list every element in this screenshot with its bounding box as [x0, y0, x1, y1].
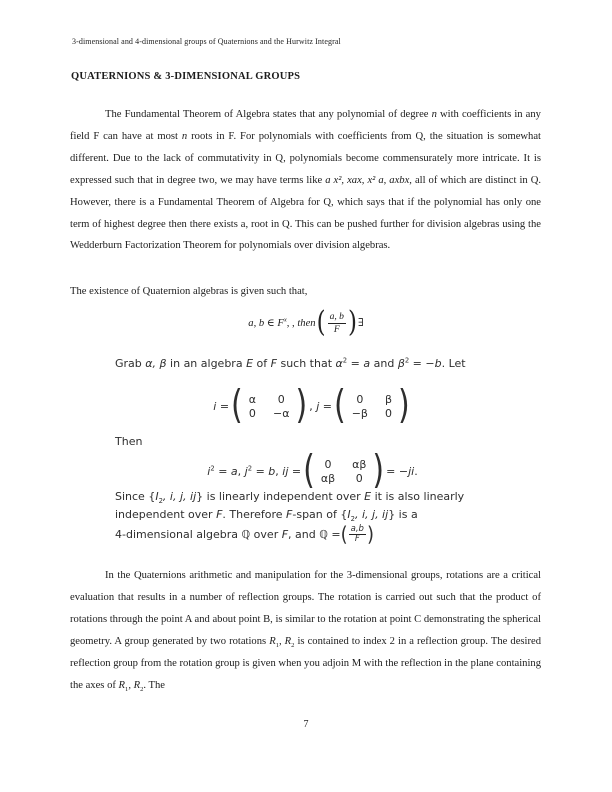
fraction-ab-over-F [328, 311, 346, 334]
text-segment: The Fundamental Theorem of Algebra states that any polynomial of degree [105, 109, 432, 120]
text-segment: α [335, 357, 343, 370]
open-paren: ( [231, 382, 243, 429]
matrix-cell: αβ [352, 457, 367, 471]
matrix-cell: β [384, 392, 392, 406]
text-segment: , [275, 464, 283, 478]
fraction-denominator: F [354, 534, 360, 545]
fraction-ab-over-F-small [349, 525, 366, 545]
text-segment: R [118, 679, 126, 691]
formula-quaternion-existence [0, 303, 612, 343]
text-segment: = [214, 464, 231, 478]
text-segment: i [207, 464, 211, 478]
derivation-line-grab [115, 357, 466, 370]
matrix-cell: α [248, 392, 257, 406]
paragraph-existence-intro: The existence of Quaternion algebras is given such that, [70, 286, 308, 297]
page-number: 7 [303, 719, 309, 730]
text-segment: . [414, 464, 418, 478]
open-paren: ( [303, 447, 315, 494]
formula-lhs [248, 317, 315, 329]
close-paren: ) [398, 382, 410, 429]
text-segment: a x², xax, x² a, axbx [325, 174, 410, 186]
open-paren: ( [334, 382, 346, 429]
eq1-mid [309, 400, 332, 413]
text-segment: = [319, 399, 332, 413]
text-segment: x [283, 316, 287, 324]
section-heading: QUATERNIONS & 3-DIMENSIONAL GROUPS [71, 71, 301, 82]
matrix-j-grid [346, 393, 398, 420]
text-segment: a, b [248, 318, 265, 329]
close-paren: ) [366, 522, 374, 547]
text-segment: = [216, 399, 230, 413]
text-segment: 2 [342, 356, 348, 365]
matrix-cell: αβ [320, 471, 336, 485]
text-segment: F [277, 318, 284, 329]
text-segment: b [268, 464, 276, 478]
matrix-cell: 0 [248, 406, 256, 420]
eq2-lhs [207, 465, 301, 478]
text-segment: } is linearly independent over [196, 490, 365, 503]
matrix-cell: −β [351, 406, 368, 420]
paragraph-rotations [70, 565, 541, 696]
text-segment: , R [278, 635, 292, 647]
text-segment: i [213, 399, 217, 413]
text-segment: , and ℚ = [288, 528, 341, 542]
math-derivation-block [115, 357, 510, 557]
open-paren: ( [316, 306, 326, 339]
text-segment: 2 [404, 356, 410, 365]
text-segment: Grab [115, 357, 146, 370]
close-paren: ) [295, 382, 308, 429]
text-segment: it is also linearly [371, 490, 465, 503]
eq2-rhs [386, 465, 418, 478]
text-segment: = [288, 464, 302, 478]
matrix-j [334, 382, 410, 429]
matrix-i [231, 382, 308, 429]
text-segment: , [237, 464, 245, 478]
text-segment: F [270, 357, 277, 370]
text-segment: a [363, 357, 371, 370]
text-segment: 2 [247, 463, 253, 472]
text-segment: 2 [210, 463, 215, 472]
text-segment: = − [409, 357, 435, 370]
text-segment: In the Quaternions arithmetic and manipulation for the 3-dimensional groups, rotations are a critical evaluation that results in a number of reflection groups. The rotation is carried out such that the product of rotations through the point A and about point B, is similar to the rotation at point C demonstrating the spherical geometry. A group generated by two rotations [70, 570, 541, 647]
text-segment: 2 [140, 685, 144, 693]
text-segment: is contained to index 2 in a reflection group. The desired reflection group from the rotation group is given when you adjoin M with the reflection in the plane containing the axes of [70, 635, 541, 691]
equation-squares [115, 448, 510, 494]
text-segment: roots in F. For polynomials with coefficients from Q, the situation is somewhat different. Due to the lack of commutativity in Q, polynomials become commensurately more intricate. It is expressed such that in degree two, we may have terms like [70, 130, 541, 186]
fraction-numerator: a,b [350, 524, 364, 534]
text-segment: Since { [115, 490, 156, 503]
text-segment: and [370, 357, 398, 370]
text-segment: } is a [388, 507, 418, 521]
text-segment: of [253, 357, 271, 370]
text-segment: ∈ [264, 318, 278, 329]
text-segment: , i, j, ij [162, 490, 197, 503]
text-segment: . Let [441, 357, 466, 370]
derivation-line-since-1 [115, 490, 465, 506]
text-segment: j [244, 464, 248, 478]
matrix-ij [303, 447, 385, 494]
exists-symbol: ∃ [357, 318, 364, 329]
text-segment: = [347, 357, 364, 370]
derivation-line-since-3 [115, 522, 374, 547]
matrix-cell: 0 [324, 457, 332, 471]
text-segment: β [397, 357, 405, 370]
text-segment: 1 [125, 685, 129, 693]
text-segment: in an algebra [166, 357, 247, 370]
text-segment: a [230, 464, 238, 478]
text-segment: -span of { [292, 507, 348, 521]
fraction-numerator: a, b [329, 311, 344, 323]
text-segment: F [286, 507, 293, 521]
matrix-ij-grid [315, 458, 373, 485]
matrix-cell: 0 [355, 471, 363, 485]
text-segment: n [181, 130, 188, 142]
text-segment: = − [386, 464, 409, 478]
text-segment: α, β [145, 357, 167, 370]
text-segment: such that [276, 357, 336, 370]
matrix-cell: 0 [384, 406, 392, 420]
text-segment: b [434, 357, 442, 370]
close-paren: ) [372, 447, 385, 494]
text-segment: 2 [291, 641, 295, 649]
text-segment: , R [128, 679, 141, 691]
running-header: 3-dimensional and 4-dimensional groups of Quaternions and the Hurwitz Integral [72, 37, 341, 46]
text-segment: . The [143, 679, 165, 691]
text-segment: independent over [115, 507, 217, 521]
paragraph-fundamental-theorem [70, 104, 541, 257]
text-segment: , , then [286, 318, 316, 329]
text-segment: 2 [158, 497, 163, 506]
text-segment: with coefficients in any field F can have at most [70, 109, 541, 142]
matrix-i-grid [243, 393, 296, 420]
text-segment: R [269, 635, 276, 647]
text-segment: , all of which are distinct in Q. However, there is a Fundamental Theorem of Algebra for Q, which says that if the polynomial has only one term of highest degree then there exists a, root in Q. This can be pushed further for division algebras using the Wedderburn Factorization Theorem for polynomials over division algebras. [70, 174, 541, 252]
text-segment: . Therefore [222, 507, 287, 521]
text-segment: 4-dimensional algebra ℚ over [115, 528, 282, 542]
text-segment: I [155, 490, 159, 503]
text-segment: = [252, 464, 269, 478]
text-segment: ji [408, 464, 415, 478]
text-segment: n [431, 109, 437, 120]
text-segment: F [216, 507, 223, 521]
since-line3-text [115, 528, 341, 541]
eq1-lhs [213, 400, 229, 413]
fraction-denominator: F [333, 323, 340, 335]
text-segment: j [316, 399, 320, 413]
equation-ij-definition [115, 383, 510, 429]
matrix-cell: −α [273, 406, 290, 420]
text-segment: 1 [275, 641, 279, 649]
derivation-line-then: Then [115, 435, 143, 448]
open-paren: ( [340, 522, 348, 547]
matrix-cell: 0 [356, 392, 364, 406]
text-segment: I [347, 507, 351, 521]
text-segment: 2 [350, 514, 355, 523]
text-segment: , [309, 399, 317, 413]
close-paren: ) [347, 306, 357, 339]
text-segment: E [364, 490, 372, 503]
text-segment: E [246, 357, 254, 370]
matrix-cell: 0 [277, 392, 285, 406]
derivation-line-since-2 [115, 508, 418, 521]
text-segment: F [281, 528, 289, 542]
text-segment: ij [282, 464, 289, 478]
text-segment: , i, j, ij [354, 507, 389, 521]
